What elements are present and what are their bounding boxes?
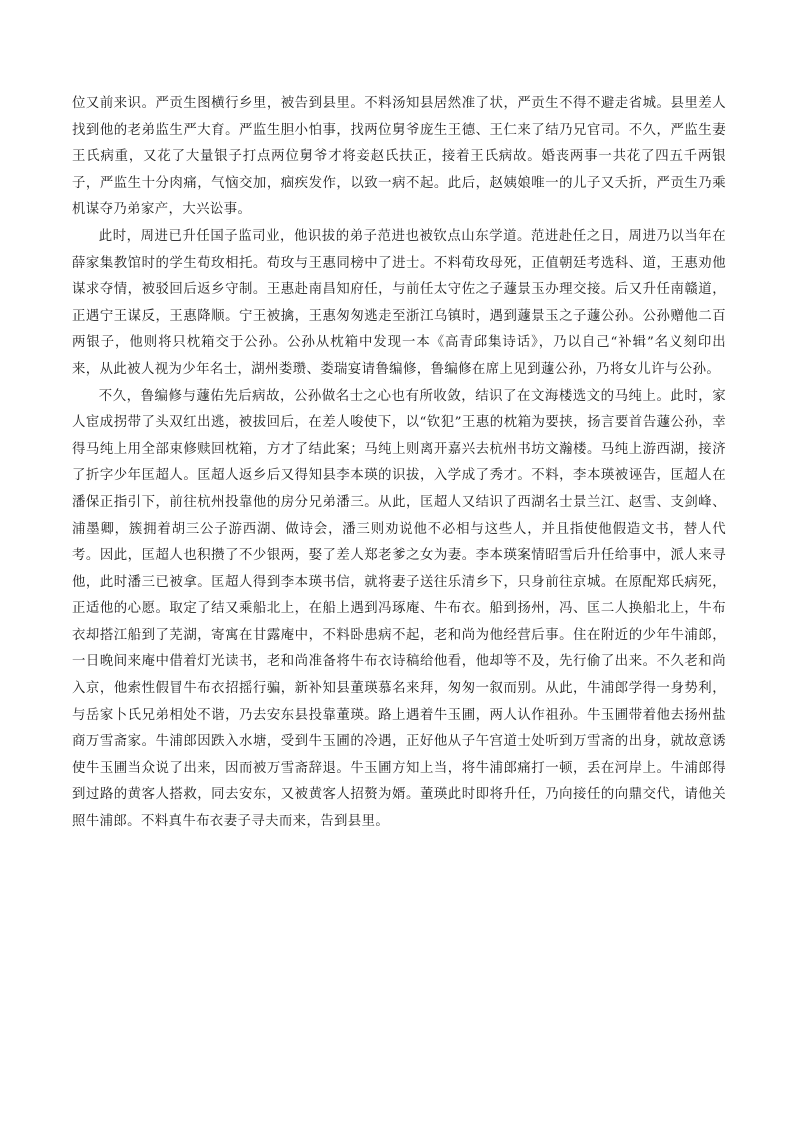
document-body — [72, 91, 726, 836]
paragraph: 不久，鲁编修与蘧佑先后病故，公孙做名士之心也有所收敛，结识了在文海楼选文的马纯上。此时，家人宦成拐带了头双红出逃，被拔回后，在差人唆使下，以“钦犯”王惠的枕箱为要挟，扬言要首告蘧公孙，幸得马纯上用全部束修赎回枕箱，方才了结此案；马纯上则离开嘉兴去杭州书坊文瀚楼。马纯上游西湖，接济了折字少年匡超人。匡超人返乡后又得知县李本瑛的识拔，入学成了秀才。不料，李本瑛被诬告，匡超人在潘保正指引下，前往杭州投靠他的房分兄弟潘三。从此，匡超人又结识了西湖名士景兰江、赵雪、支剑峰、浦墨卿，簇拥着胡三公子游西湖、做诗会，潘三则劝说他不必相与这些人，并且指使他假造文书，替人代考。因此，匡超人也积攒了不少银两，娶了差人郑老爹之女为妻。李本瑛案情昭雪后升任给事中，派人来寻他，此时潘三已被拿。匡超人得到李本瑛书信，就将妻子送往乐清乡下，只身前往京城。在原配郑氏病死，正适他的心愿。取定了结又乘船北上，在船上遇到冯琢庵、牛布衣。船到扬州，冯、匡二人换船北上，牛布衣却搭江船到了芜湖，寄寓在甘露庵中，不料卧患病不起，老和尚为他经营后事。住在附近的少年牛浦郎，一日晚间来庵中借着灯光读书，老和尚准备将牛布衣诗稿给他看，他却等不及，先行偷了出来。不久老和尚入京，他索性假冒牛布衣招摇行骗，新补知县董瑛慕名来拜，匆匆一叙而别。从此，牛浦郎学得一身势利，与岳家卜氏兄弟相处不谐，乃去安东县投靠董瑛。路上遇着牛玉圃，两人认作祖孙。牛玉圃带着他去扬州盐商万雪斋家。牛浦郎因跌入水塘，受到牛玉圃的冷遇，正好他从子午宫道士处听到万雪斋的出身，就故意诱使牛玉圃当众说了出来，因而被万雪斋辞退。牛玉圃方知上当，将牛浦郎痛打一顿，丢在河岸上。牛浦郎得到过路的黄客人搭救，同去安东，又被黄客人招赘为婿。董瑛此时即将升任，乃向接任的向鼎交代，请他关照牛浦郎。不料真牛布衣妻子寻夫而来，告到县里。 — [72, 388, 726, 830]
paragraph: 此时，周进已升任国子监司业，他识拔的弟子范进也被钦点山东学道。范进赴任之日，周进乃以当年在薛家集教馆时的学生荀玫相托。荀玫与王惠同榜中了进士。不料荀玫母死，正值朝廷考选科、道，王惠劝他谋求夺情，被驳回后返乡守制。王惠赴南昌知府任，与前任太守佐之子蘧景玉办理交接。后又升任南赣道，正遇宁王谋反，王惠降顺。宁王被擒，王惠匆匆逃走至浙江乌镇时，遇到蘧景玉之子蘧公孙。公孙赠他二百两银子，他则将只枕箱交于公孙。公孙从枕箱中发现一本《高青邱集诗话》，乃以自己“补辑”名义刻印出来，从此被人视为少年名士，湖州娄瓒、娄瑞宴请鲁编修，鲁编修在席上见到蘧公孙，乃将女儿许与公孙。 — [72, 228, 726, 377]
paragraph: 位又前来识。严贡生图横行乡里，被告到县里。不料汤知县居然准了状，严贡生不得不避走省城。县里差人找到他的老弟监生严大育。严监生胆小怕事，找两位舅爷庞生王德、王仁来了结乃兄官司。不久，严监生妻王氏病重，又花了大量银子打点两位舅爷才将妾赵氏扶正，接着王氏病故。婚丧两事一共花了四五千两银子，严监生十分肉痛，气恼交加，痼疾发作，以致一病不起。此后，赵姨娘唯一的儿子又夭折，严贡生乃乘机谋夺乃弟家产，大兴讼事。 — [72, 96, 726, 218]
